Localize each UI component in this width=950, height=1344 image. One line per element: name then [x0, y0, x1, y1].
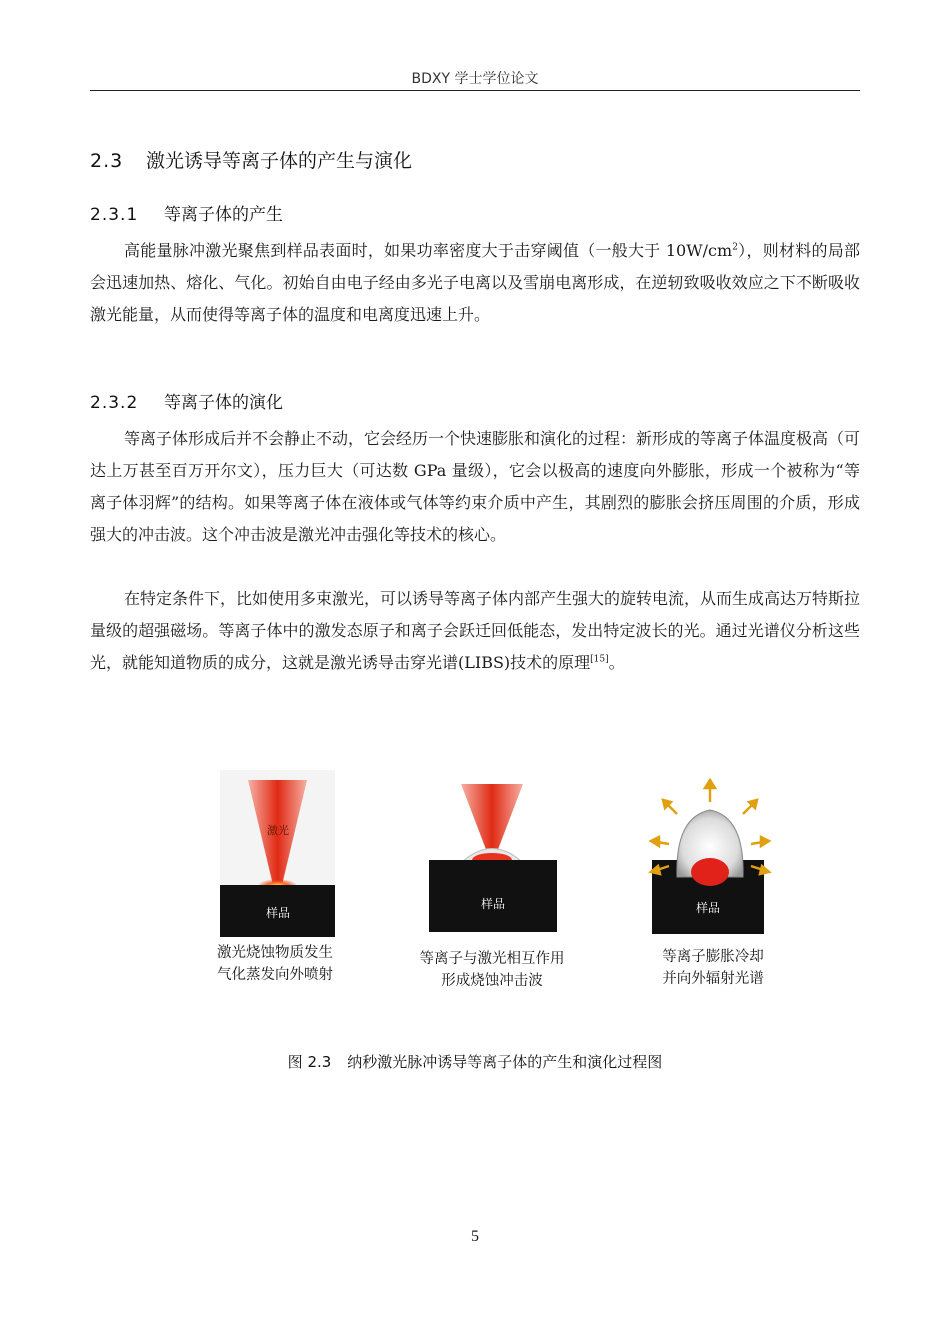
subsection-title-1: 等离子体的产生 [164, 205, 283, 225]
section-title: 激光诱导等离子体的产生与演化 [146, 150, 413, 172]
figure-caption-text: 纳秒激光脉冲诱导等离子体的产生和演化过程图 [347, 1053, 663, 1071]
panel-expansion [647, 762, 772, 937]
panel-ablation [220, 762, 335, 937]
arrowhead-right [761, 837, 769, 846]
paragraph-generation [90, 235, 860, 331]
panel-1-caption-line-2: 气化蒸发向外喷射 [217, 967, 333, 983]
panel-3-caption-line-1: 等离子膨胀冷却 [662, 949, 764, 965]
laser-beam-2 [461, 784, 523, 852]
panel-1-caption [195, 942, 355, 986]
subsection-title-2: 等离子体的演化 [164, 393, 283, 413]
arrowhead-up [705, 780, 715, 788]
panel-2-caption [402, 948, 582, 992]
subsection-number-1: 2.3.1 [90, 205, 139, 225]
panel-1-caption-line-1: 激光烧蚀物质发生 [217, 945, 333, 961]
arrowhead-left [651, 837, 659, 846]
beam-label: 激光 [267, 824, 289, 837]
panel-3-caption [633, 946, 793, 990]
page-number: 5 [471, 1228, 479, 1245]
sample-block-2 [429, 860, 557, 932]
header-rule [90, 90, 860, 91]
panel-2-caption-line-1: 等离子与激光相互作用 [419, 951, 565, 967]
subsection-number-2: 2.3.2 [90, 393, 139, 413]
paragraph-evolution-1: 等离子体形成后并不会静止不动，它会经历一个快速膨胀和演化的过程：新形成的等离子体温度极高（可达上万甚至百万开尔文），压力巨大（可达数 GPa 量级），它会以极高的速度向外膨胀，形成一个被称为“等离子体羽辉”的结构。如果等离子体在液体或气体等约束介质中产生，其剧烈的膨胀会挤压周围的介质，形成强大的冲击波。这个冲击波是激光冲击强化等技术的核心。 [90, 429, 861, 544]
sample-label-1: 样品 [265, 906, 291, 920]
section-number: 2.3 [90, 150, 124, 172]
paragraph-evolution-2-end: 。 [608, 653, 625, 672]
sample-label-3: 样品 [695, 901, 721, 915]
paragraph-generation-part-b: ），则材料的局部会迅速加热、熔化、气化。初始自由电子经由多光子电离以及雪崩电离形成，在逆轫致吸收效应之下不断吸收激光能量，从而使得等离子体的温度和电离度迅速上升。 [90, 241, 860, 324]
section-heading [90, 146, 412, 173]
citation-ref: [15] [590, 654, 609, 665]
plasma-core-3 [691, 858, 729, 886]
subsection-heading-1 [90, 200, 283, 225]
page-header: BDXY 学士学位论文 [411, 71, 539, 87]
paragraph-generation-part-a: 高能量脉冲激光聚焦到样品表面时，如果功率密度大于击穿阈值（一般大于 10W/cm [124, 241, 733, 260]
arrowhead-lower-right [760, 866, 769, 874]
figure [195, 762, 805, 1002]
figure-caption-number: 图 2.3 [287, 1053, 332, 1071]
superscript-2: 2 [732, 242, 738, 253]
paragraph-evolution-2 [90, 583, 860, 679]
figure-caption [90, 1051, 860, 1072]
paragraph-evolution-2-text: 在特定条件下，比如使用多束激光，可以诱导等离子体内部产生强大的旋转电流，从而生成高达万特斯拉量级的超强磁场。等离子体中的激发态原子和离子会跃迁回低能态，发出特定波长的光。通过光谱仪分析这些光，就能知道物质的成分，这就是激光诱导击穿光谱(LIBS)技术的原理 [90, 589, 861, 672]
subsection-heading-2 [90, 388, 283, 413]
panel-3-caption-line-2: 并向外辐射光谱 [662, 971, 764, 987]
sample-label-2: 样品 [480, 897, 506, 911]
panel-shockwave [427, 762, 557, 937]
panel-2-caption-line-2: 形成烧蚀冲击波 [441, 973, 543, 989]
